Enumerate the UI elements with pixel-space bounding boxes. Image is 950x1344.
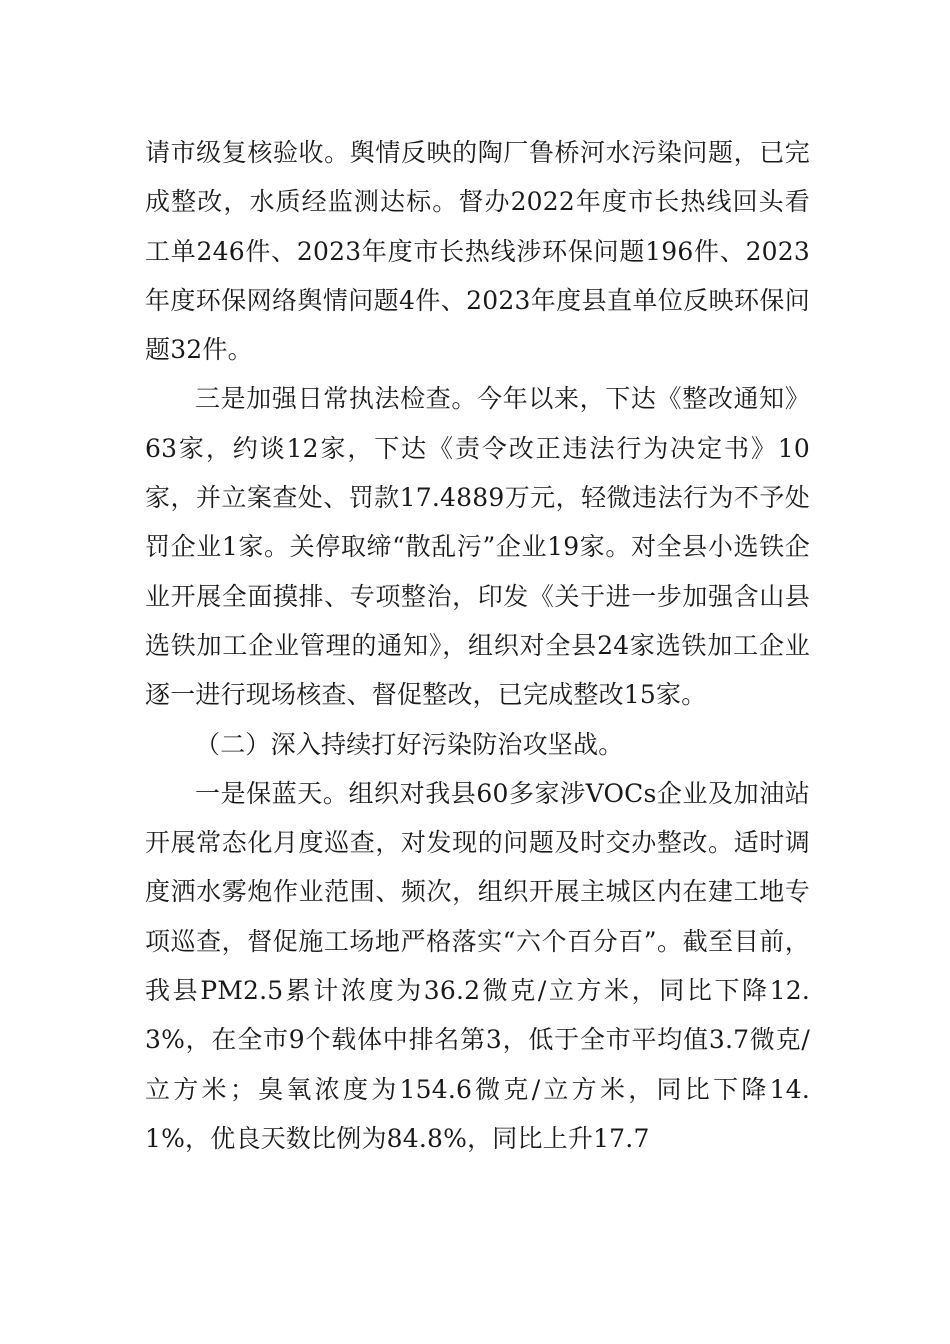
section-heading: （二）深入持续打好污染防治攻坚战。: [195, 729, 624, 759]
document-body: [145, 128, 810, 1163]
paragraph-blue-sky: 一是保蓝天。组织对我县60多家涉VOCs企业及加油站开展常态化月度巡查，对发现的问题及时交办整改。适时调度洒水雾炮作业范围、频次，组织开展主城区内在建工地专项巡查，督促施工场地严格落实“六个百分百”。截至目前，我县PM2.5累计浓度为36.2微克/立方米，同比下降12.3%，在全市9个载体中排名第3，低于全市平均值3.7微克/立方米；臭氧浓度为154.6微克/立方米，同比下降14.1%，优良天数比例为84.8%，同比上升17.7: [145, 778, 810, 1153]
paragraph-continuation: 请市级复核验收。舆情反映的陶厂鲁桥河水污染问题，已完成整改，水质经监测达标。督办2022年度市长热线回头看工单246件、2023年度市长热线涉环保问题196件、2023年度环保网络舆情问题4件、2023年度县直单位反映环保问题32件。: [145, 138, 810, 365]
paragraph-enforcement: 三是加强日常执法检查。今年以来，下达《整改通知》63家，约谈12家，下达《责令改正违法行为决定书》10家，并立案查处、罚款17.4889万元，轻微违法行为不予处罚企业1家。关停取缔“散乱污”企业19家。对全县小选铁企业开展全面摸排、专项整治，印发《关于进一步加强含山县选铁加工企业管理的通知》，组织对全县24家选铁加工企业逐一进行现场核查、督促整改，已完成整改15家。: [145, 384, 810, 710]
